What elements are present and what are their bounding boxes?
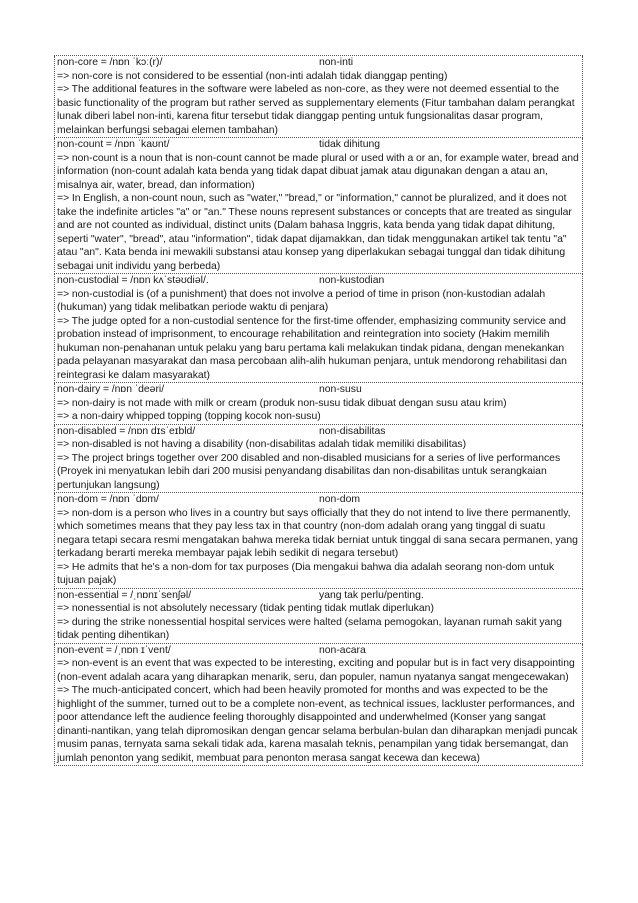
entry-translation: non-disabilitas <box>319 425 386 437</box>
entry-definition: => non-custodial is (of a punishment) that does not involve a period of time in prison (non-kustodian adalah (hukuman) yang tidak melibatkan periode waktu di penjara) <box>57 288 546 313</box>
entry-headline <box>57 56 580 70</box>
dictionary-entry <box>54 138 583 274</box>
dictionary-document <box>54 55 583 766</box>
entry-term: non-custodial = /nɒn kʌˈstəʊdiəl/. <box>57 275 209 286</box>
dictionary-entry <box>54 589 583 644</box>
entry-headline <box>57 274 580 288</box>
dictionary-entry <box>54 383 583 425</box>
entry-example: => The project brings together over 200 disabled and non-disabled musicians for a series of live performances (Proyek ini menyatukan lebih dari 200 musisi penyandang disabilitas dan non-disabilitas untuk serangkaian pertunjukan langsung) <box>57 452 561 491</box>
entry-definition: => non-event is an event that was expected to be interesting, exciting and popular but is in fact very disappointing (non-event adalah acara yang diharapkan menarik, seru, dan populer, namun nyatanya sangat mengecewakan) <box>57 658 575 683</box>
entry-example: => The much-anticipated concert, which had been heavily promoted for months and was expected to be the highlight of the summer, turned out to be a complete non-event, as technical issues, lackluster performances, and poor attendance left the audience feeling thoroughly disappointed and underwhelmed (Konser yang sangat dinanti-nantikan, yang telah dipromosikan dengan gencar selama berbulan-bulan dan diharapkan menjadi puncak musim panas, ternyata sama sekali tidak ada, karena masalah teknis, penampilan yang tidak bersemangat, dan jumlah penonton yang sedikit, membuat para penonton merasa sangat kecewa dan kecewa) <box>57 685 578 764</box>
entry-term: non-event = /ˌnɒn ɪˈvent/ <box>57 644 171 656</box>
entry-definition: => non-count is a noun that is non-count cannot be made plural or used with a or an, for example water, bread and information (non-count adalah kata benda yang tidak dapat dibuat jamak atau digunakan dengan a atau an, misalnya air, water, bread, dan information) <box>57 152 579 191</box>
entry-translation: tidak dihitung <box>319 139 381 150</box>
entry-headline <box>57 138 580 152</box>
entry-headline <box>57 644 580 658</box>
entry-translation: non-susu <box>319 384 362 395</box>
entry-term: non-disabled = /nɒn dɪsˈeɪbld/ <box>57 425 196 437</box>
dictionary-entry <box>54 493 583 589</box>
entry-definition: => non-core is not considered to be essential (non-inti adalah tidak dianggap penting) <box>57 70 448 82</box>
entry-example: => He admits that he's a non-dom for tax purposes (Dia mengakui bahwa dia adalah seorang non-dom untuk tujuan pajak) <box>57 561 555 586</box>
entry-headline <box>57 589 580 603</box>
entry-term: non-essential = /ˌnɒnɪˈsenʃəl/ <box>57 589 192 601</box>
entry-term: non-count = /nɒn ˈkaʊnt/ <box>57 139 170 150</box>
entry-example: => The additional features in the software were labeled as non-core, as they were not deemed essential to the basic functionality of the program but rather served as supplementary elements (Fitur tambahan dalam perangkat lunak diberi label non-inti, karena fitur tersebut tidak dianggap penting untuk fungsionalitas dasar program, melainkan berfungsi sebagai elemen tambahan) <box>57 84 575 136</box>
dictionary-entry <box>54 425 583 494</box>
entry-definition: => non-disabled is not having a disability (non-disabilitas adalah tidak memiliki disabilitas) <box>57 439 467 450</box>
entry-example: => during the strike nonessential hospital services were halted (selama pemogokan, layanan rumah sakit yang tidak penting dihentikan) <box>57 616 562 641</box>
entry-example: => a non-dairy whipped topping (topping kocok non-susu) <box>57 411 321 422</box>
entry-definition: => non-dairy is not made with milk or cream (produk non-susu tidak dibuat dengan susu atau krim) <box>57 397 507 409</box>
entry-term: non-core = /nɒn ˈkɔː(r)/ <box>57 57 163 68</box>
dictionary-entry <box>54 644 583 767</box>
dictionary-entry <box>54 274 583 383</box>
entry-definition: => nonessential is not absolutely necessary (tidak penting tidak mutlak diperlukan) <box>57 603 434 614</box>
entry-translation: non-acara <box>319 644 366 656</box>
entry-translation: yang tak perlu/penting. <box>319 589 424 601</box>
entry-translation: non-dom <box>319 494 361 505</box>
dictionary-entry <box>54 56 583 138</box>
entry-definition: => non-dom is a person who lives in a country but says officially that they do not intend to live there permanently, which sometimes means that they pay less tax in that country (non-dom adalah orang yang tinggal di suatu negara tetapi secara resmi mengatakan bahwa mereka tidak berniat untuk tinggal di sana secara permanen, yang terkadang berarti mereka membayar pajak lebih sedikit di negara tersebut) <box>57 507 578 559</box>
entry-headline <box>57 493 580 507</box>
entry-example: => The judge opted for a non-custodial sentence for the first-time offender, emphasizing community service and probation instead of imprisonment, to encourage rehabilitation and reintegration into society (Hakim memilih hukuman non-penahanan untuk pelaku yang baru pertama kali melakukan tindak pidana, dengan menekankan pada pelayanan masyarakat dan masa percobaan alih-alih hukuman penjara, untuk mendorong rehabilitasi dan reintegrasi ke dalam masyarakat) <box>57 315 567 381</box>
entry-headline <box>57 383 580 397</box>
entry-headline <box>57 425 580 439</box>
entry-term: non-dom = /nɒn ˈdɒm/ <box>57 494 159 505</box>
entry-term: non-dairy = /nɒn ˈdeəri/ <box>57 384 165 395</box>
entry-translation: non-inti <box>319 57 354 68</box>
entry-translation: non-kustodian <box>319 275 385 286</box>
entry-example: => In English, a non-count noun, such as "water," "bread," or "information," cannot be pluralized, and it does not take the indefinite articles "a" or "an." These nouns represent substances or concepts that are treated as singular and are not counted as individual, distinct units (Dalam bahasa Inggris, kata benda yang tidak dapat dihitung, seperti "water", "bread", atau "information", tidak dapat dijamakkan, dan tidak menggunakan artikel tak tentu "a" atau "an". Kata benda ini mewakili substansi atau konsep yang diperlakukan sebagai tunggal dan tidak dihitung sebagai unit individu yang berbeda) <box>57 193 572 272</box>
